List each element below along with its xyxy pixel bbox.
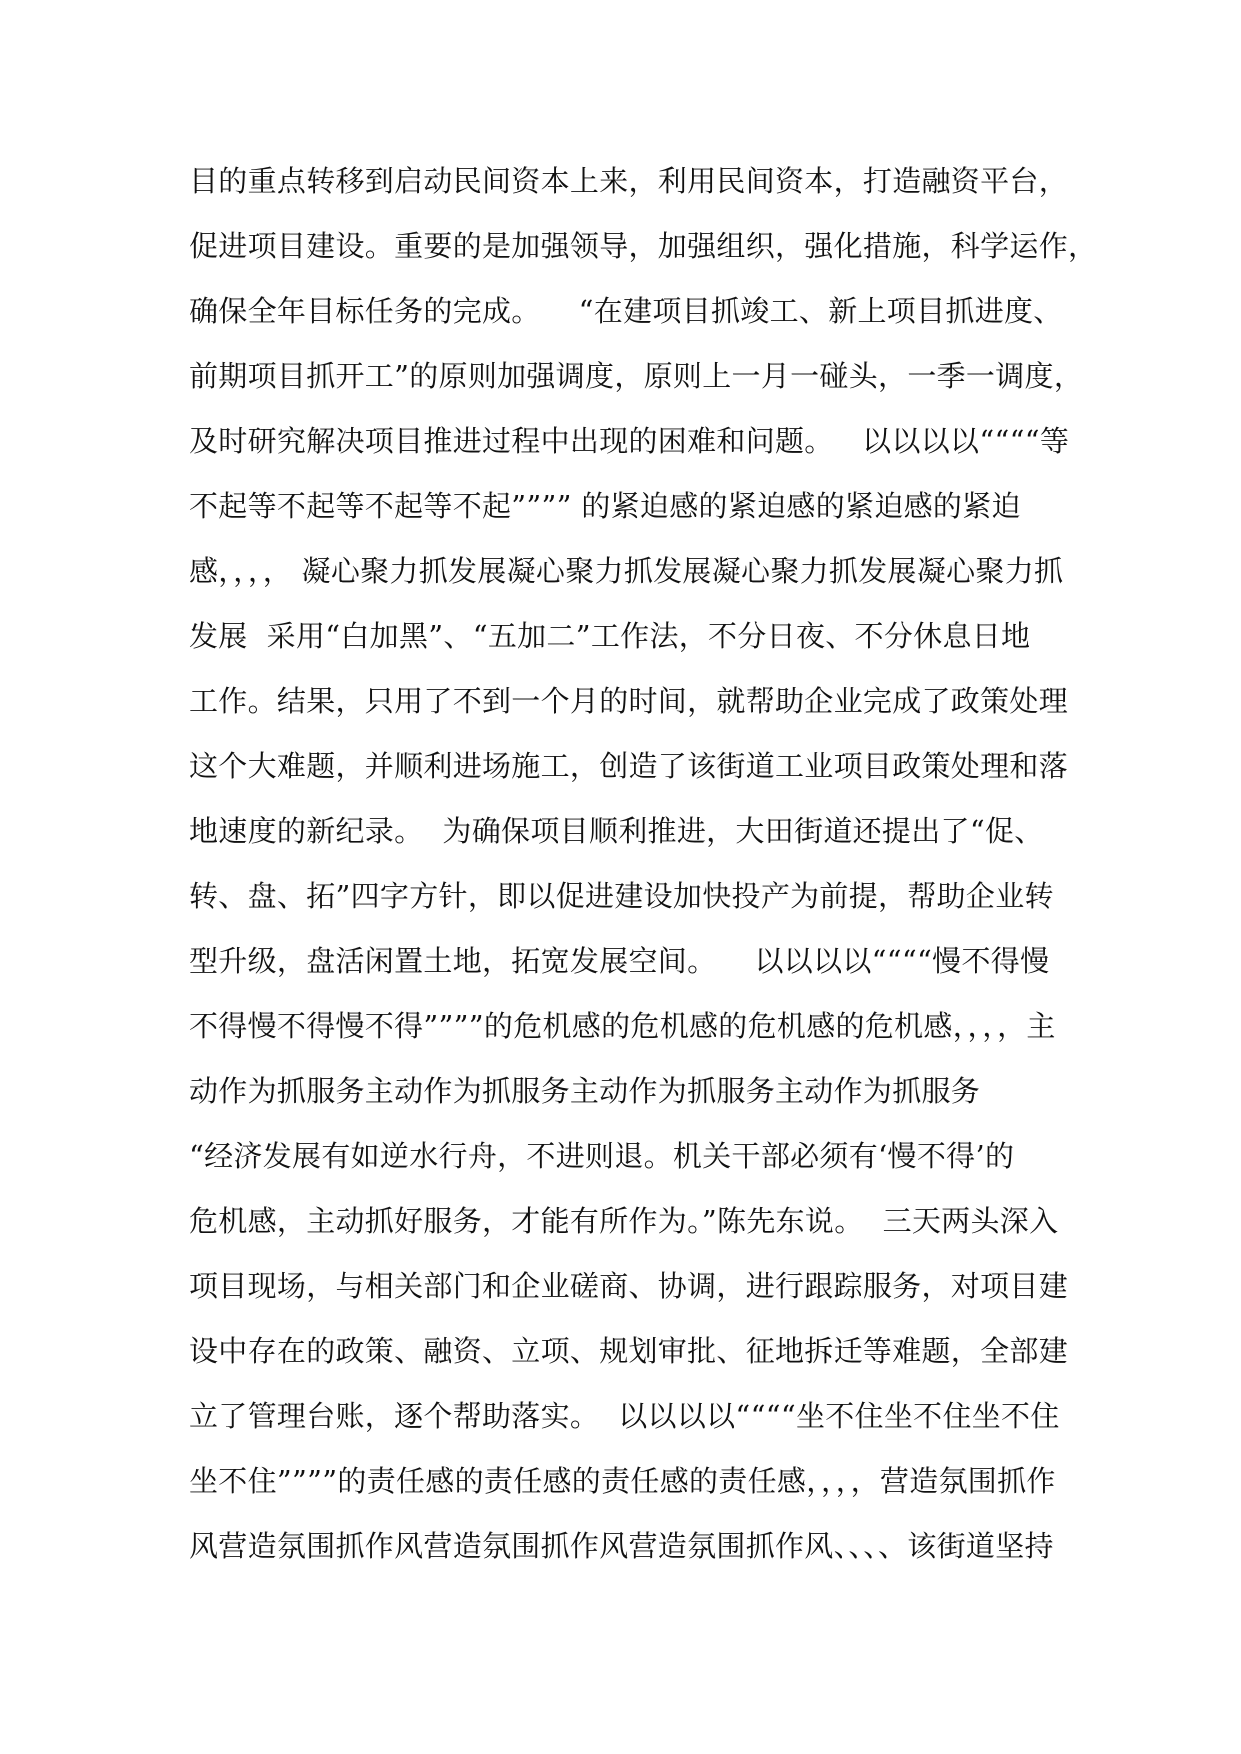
text-line: 地速度的新纪录。 为确保项目顺利推进，大田街道还提出了“促、 — [189, 814, 1044, 848]
text-line: 项目现场，与相关部门和企业磋商、协调，进行跟踪服务，对项目建 — [189, 1269, 1069, 1303]
text-line: 立了管理台账，逐个帮助落实。 以以以以““““坐不住坐不住坐不住 — [189, 1399, 1060, 1433]
text-line: 这个大难题，并顺利进场施工，创造了该街道工业项目政策处理和落 — [189, 749, 1069, 783]
text-line: 设中存在的政策、融资、立项、规划审批、征地拆迁等难题，全部建 — [189, 1334, 1069, 1368]
text-line: 目的重点转移到启动民间资本上来，利用民间资本，打造融资平台， — [189, 164, 1069, 198]
text-line: 前期项目抓开工”的原则加强调度，原则上一月一碰头，一季一调度， — [189, 359, 1084, 393]
text-line: 坐不住””””的责任感的责任感的责任感的责任感，，，，营造氛围抓作 — [189, 1464, 1056, 1498]
text-line: “经济发展有如逆水行舟，不进则退。机关干部必须有‘慢不得’的 — [189, 1139, 1015, 1173]
text-line: 危机感，主动抓好服务，才能有所作为。”陈先东说。 三天两头深入 — [189, 1204, 1059, 1238]
text-line: 不起等不起等不起等不起”””” 的紧迫感的紧迫感的紧迫感的紧迫 — [189, 489, 1021, 523]
text-line: 感，，，， 凝心聚力抓发展凝心聚力抓发展凝心聚力抓发展凝心聚力抓 — [189, 554, 1064, 588]
text-line: 促进项目建设。重要的是加强领导，加强组织，强化措施，科学运作， — [189, 229, 1098, 263]
text-line: 确保全年目标任务的完成。 “在建项目抓竣工、新上项目抓进度、 — [189, 294, 1063, 328]
text-line: 风营造氛围抓作风营造氛围抓作风营造氛围抓作风、、、、该街道坚持 — [189, 1529, 1054, 1563]
text-line: 不得慢不得慢不得””””的危机感的危机感的危机感的危机感，，，，主 — [189, 1009, 1056, 1043]
text-line: 动作为抓服务主动作为抓服务主动作为抓服务主动作为抓服务 — [189, 1074, 981, 1108]
text-line: 型升级，盘活闲置土地，拓宽发展空间。 以以以以““““慢不得慢 — [189, 944, 1050, 978]
body-text — [189, 162, 1098, 1592]
text-line: 工作。结果，只用了不到一个月的时间，就帮助企业完成了政策处理 — [189, 684, 1069, 718]
text-line: 发展 采用“白加黑”、“五加二”工作法，不分日夜、不分休息日地 — [189, 619, 1031, 653]
text-line: 转、盘、拓”四字方针，即以促进建设加快投产为前提，帮助企业转 — [189, 879, 1054, 913]
text-line: 及时研究解决项目推进过程中出现的困难和问题。 以以以以““““等 — [189, 424, 1070, 458]
